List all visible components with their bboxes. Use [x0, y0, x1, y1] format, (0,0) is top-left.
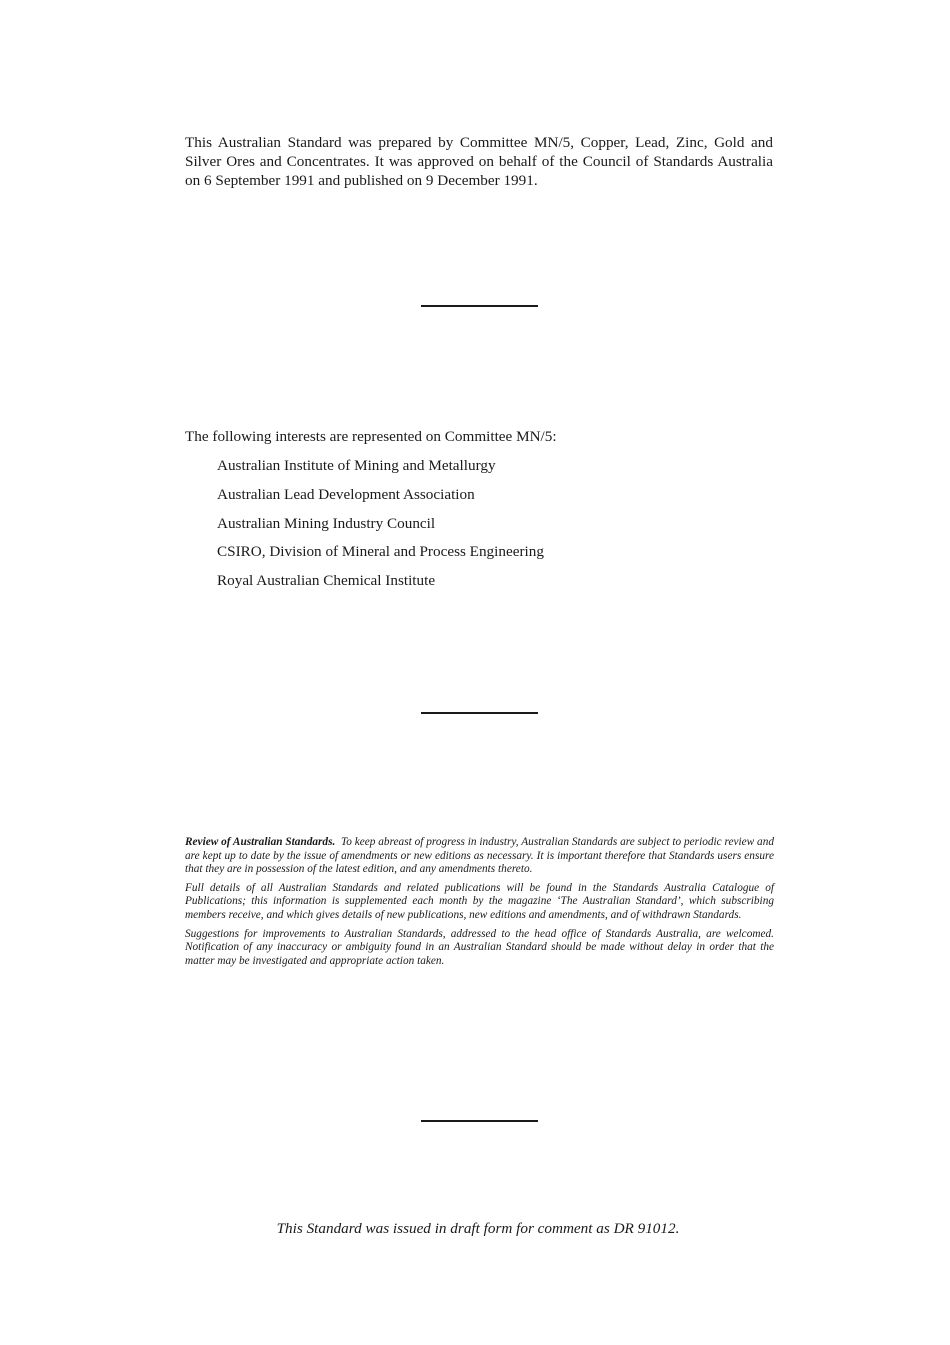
- interest-item: Australian Institute of Mining and Metallurgy: [217, 457, 496, 474]
- interests-intro: The following interests are represented on Committee MN/5:: [185, 428, 557, 445]
- section-divider: [421, 1120, 538, 1122]
- review-text: To keep abreast of progress in industry, Australian Standards are subject to periodic review and are kept up to date by the issue of amendments or new editions as necessary. It is important therefore that Standards users ensure that they are in possession of the latest edition, and any amendments thereto.: [185, 836, 774, 876]
- suggestions-paragraph: Suggestions for improvements to Australian Standards, addressed to the head office of Standards Australia, are welcomed. Notification of any inaccuracy or ambiguity found in an Australian Standard should be made without delay in order that the matter may be investigated and appropriate action taken.: [185, 927, 774, 967]
- catalogue-paragraph: Full details of all Australian Standards and related publications will be found in the Standards Australia Catalogue of Publications; this information is supplemented each month by the magazine ‘The Australian Standard’, which subscribing members receive, and which gives details of new publications, new editions and amendments, and of withdrawn Standards.: [185, 881, 774, 921]
- interest-item: Royal Australian Chemical Institute: [217, 572, 436, 590]
- interest-item: CSIRO, Division of Mineral and Process Engineering: [217, 543, 544, 561]
- draft-note: This Standard was issued in draft form for comment as DR 91012.: [276, 1220, 680, 1237]
- section-divider: [421, 305, 538, 307]
- interests-list: [217, 456, 544, 600]
- interest-item: Australian Mining Industry Council: [217, 514, 436, 532]
- interest-item: Australian Lead Development Association: [217, 485, 475, 503]
- review-notice: [185, 836, 774, 973]
- review-paragraph: [185, 836, 774, 877]
- preparation-statement: This Australian Standard was prepared by Committee MN/5, Copper, Lead, Zinc, Gold and Silver Ores and Concentrates. It was approved on behalf of the Council of Standards Australia on 6 September 1991 and published on 9 December 1991.: [185, 134, 773, 189]
- section-divider: [421, 712, 538, 714]
- review-heading: Review of Australian Standards.: [185, 836, 336, 848]
